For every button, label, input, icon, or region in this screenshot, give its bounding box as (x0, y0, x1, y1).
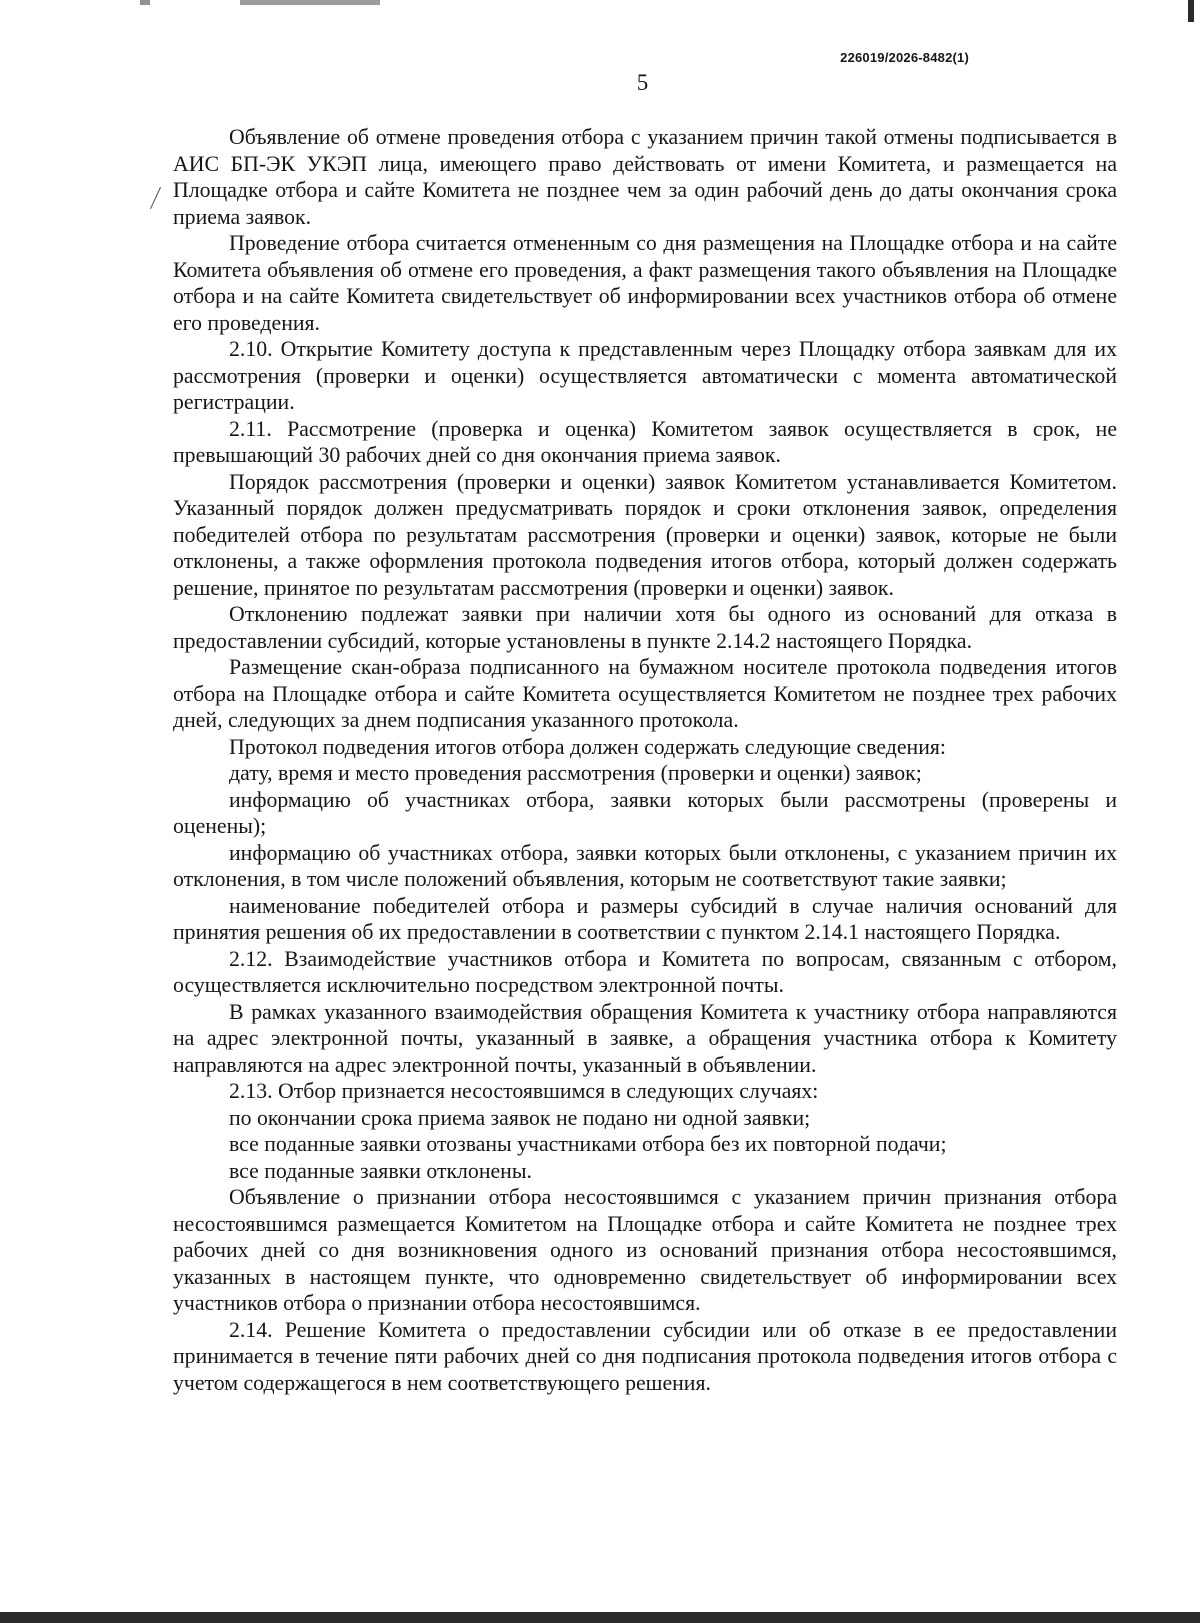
list-item-all-rejected: все поданные заявки отклонены. (229, 1158, 532, 1183)
paragraph-protocol-contents: Протокол подведения итогов отбора должен содержать следующие сведения: (229, 734, 946, 759)
paragraph-cancellation-notice: Объявление об отмене проведения отбора с указанием причин такой отмены подписывается в АИС БП-ЭК УКЭП лица, имеющего право действовать от имени Комитета, и размещается на Площадке отбора и сайте Комитета не позднее чем за один рабочий день до даты окончания срока приема заявок. (173, 125, 1117, 229)
paragraph-email-interaction: В рамках указанного взаимодействия обращения Комитета к участнику отбора направляются на адрес электронной почты, указанный в заявке, а обращения участника отбора к Комитету направляются на адрес электронной почты, указанный в объявлении. (173, 999, 1117, 1077)
list-item-winners: наименование победителей отбора и размеры субсидий в случае наличия оснований для принятия решения об их предоставлении в соответствии с пунктом 2.14.1 настоящего Порядка. (173, 893, 1117, 944)
paragraph-protocol-publication: Размещение скан-образа подписанного на бумажном носителе протокола подведения итогов отбора на Площадке отбора и сайте Комитета осуществляется Комитетом не позднее трех рабочих дней, следующих за днем подписания указанного протокола. (173, 655, 1117, 732)
paragraph-review-procedure: Порядок рассмотрения (проверки и оценки) заявок Комитетом устанавливается Комитетом. Указанный порядок должен предусматривать порядок и сроки отклонения заявок, определения победителей отбора по результатам рассмотрения (проверки и оценки) заявок, которые не были отклонены, а также оформления протокола подведения итогов отбора, который должен содержать решение, принятое по результатам рассмотрения (проверки и оценки) заявок. (173, 469, 1117, 600)
list-item-reviewed-participants: информацию об участниках отбора, заявки которых были рассмотрены (проверены и оценены); (173, 787, 1117, 838)
list-item-all-withdrawn: все поданные заявки отозваны участниками отбора без их повторной подачи; (229, 1132, 947, 1156)
list-item-date-time-place: дату, время и место проведения рассмотрения (проверки и оценки) заявок; (229, 761, 922, 785)
paragraph-rejection: Отклонению подлежат заявки при наличии хотя бы одного из оснований для отказа в предоставлении субсидий, которые установлены в пункте 2.14.2 настоящего Порядка. (173, 602, 1117, 653)
document-number: 226019/2026-8482(1) (840, 50, 969, 65)
paragraph-2-11: 2.11. Рассмотрение (проверка и оценка) Комитетом заявок осуществляется в срок, не превышающий 30 рабочих дней со дня окончания приема заявок. (173, 416, 1117, 467)
paragraph-2-14: 2.14. Решение Комитета о предоставлении субсидии или об отказе в ее предоставлении принимается в течение пяти рабочих дней со дня подписания протокола подведения итогов отбора с учетом содержащегося в нем соответствующего решения. (173, 1317, 1117, 1395)
paragraph-2-13: 2.13. Отбор признается несостоявшимся в следующих случаях: (229, 1079, 819, 1103)
scan-artifact-top (0, 0, 1200, 5)
scan-artifact-mark (150, 187, 161, 209)
scan-artifact-corner (1188, 0, 1194, 22)
scan-artifact-bottom (0, 1612, 1200, 1623)
paragraph-cancellation-effect: Проведение отбора считается отмененным со дня размещения на Площадке отбора и на сайте Комитета объявления об отмене его проведения, а факт размещения такого объявления на Площадке отбора и на сайте Комитета свидетельствует об информировании всех участников отбора об отмене его проведения. (173, 231, 1117, 335)
list-item-rejected-participants: информацию об участниках отбора, заявки которых были отклонены, с указанием причин их отклонения, в том числе положений объявления, которым не соответствуют такие заявки; (173, 840, 1117, 891)
document-body (173, 124, 1117, 1396)
page-number: 5 (636, 70, 649, 95)
paragraph-2-12: 2.12. Взаимодействие участников отбора и Комитета по вопросам, связанным с отбором, осуществляется исключительно посредством электронной почты. (173, 946, 1117, 997)
paragraph-2-10: 2.10. Открытие Комитету доступа к представленным через Площадку отбора заявкам для их рассмотрения (проверки и оценки) осуществляется автоматически с момента автоматической регистрации. (173, 337, 1117, 414)
paragraph-failed-selection-notice: Объявление о признании отбора несостоявшимся с указанием причин признания отбора несостоявшимся размещается Комитетом на Площадке отбора и сайте Комитета не позднее трех рабочих дней со дня возникновения одного из оснований признания отбора несостоявшимся, указанных в настоящем пункте, что одновременно свидетельствует об информировании всех участников отбора о признании отбора несостоявшимся. (173, 1185, 1117, 1315)
list-item-no-applications: по окончании срока приема заявок не подано ни одной заявки; (229, 1105, 811, 1130)
